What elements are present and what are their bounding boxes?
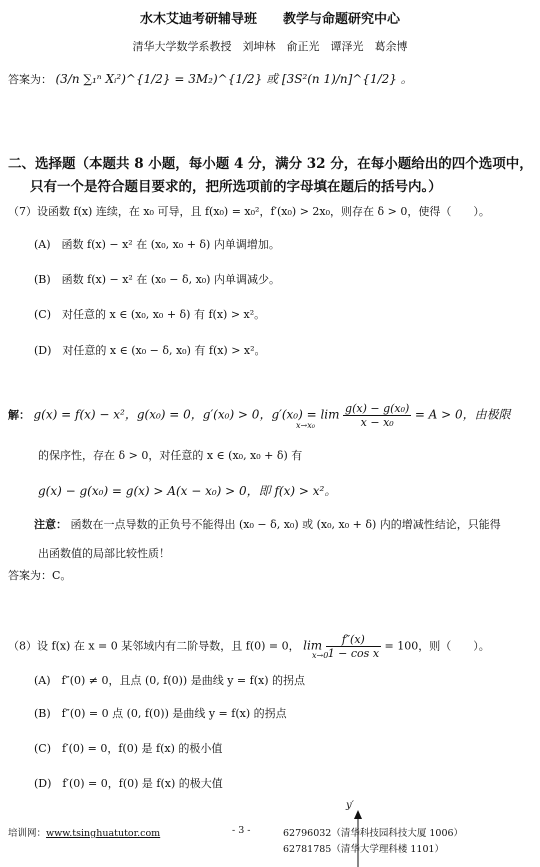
footer-site-link[interactable]: www.tsinghuatutor.com (46, 828, 161, 839)
answer-prefix: 答案为： (8, 73, 52, 86)
q8-option-d: (D) f′(0) = 0，f(0) 是 f(x) 的极大值 (34, 777, 223, 790)
solution7-lim-sub: x→x₀ (296, 421, 315, 430)
section-heading-line1: 二、选择题（本题共 8 小题，每小题 4 分，满分 32 分，在每小题给出的四个选项中， (8, 156, 533, 172)
section-heading-line2: 只有一个是符合题目要求的，把所选项前的字母填在题后的括号内。） (30, 179, 442, 195)
q8-lim: lim (303, 638, 323, 653)
solution7-eq: g(x) = f(x) − x²，g(x₀) = 0，g′(x₀) > 0，g′(x₀) = lim (33, 407, 340, 422)
q7-option-a: (A) 函数 f(x) − x² 在 (x₀, x₀ + δ) 内单调增加。 (34, 238, 280, 251)
note-line2: 出函数值的局部比较性质！ (38, 547, 170, 560)
solution7-line1 (8, 402, 511, 429)
header-title: 水木艾迪考研辅导班 教学与命题研究中心 (139, 12, 400, 27)
q7-stem: （7）设函数 f(x) 连续，在 x₀ 可导，且 f(x₀) = x₀²，f′(x₀) > 2x₀，则存在 δ > 0，使得（ ）。 (8, 205, 490, 218)
q8-stem (8, 633, 490, 660)
note-line1 (34, 516, 501, 532)
figure-axis-label: y′ (346, 800, 354, 811)
header-authors: 清华大学数学系教授 刘坤林 俞正光 谭泽光 葛余博 (132, 40, 408, 53)
note-label: 注意： (34, 518, 67, 531)
answer-top (8, 70, 413, 87)
q8-option-a: (A) f″(0) ≠ 0，且点 (0, f(0)) 是曲线 y = f(x) 的拐点 (34, 674, 305, 687)
q7-option-b: (B) 函数 f(x) − x² 在 (x₀ − δ, x₀) 内单调减少。 (34, 273, 280, 286)
q8-option-c: (C) f′(0) = 0，f(0) 是 f(x) 的极小值 (34, 742, 223, 755)
answer7: 答案为：C。 (8, 569, 72, 582)
solution-label: 解： (8, 408, 30, 422)
note-text: 函数在一点导数的正负号不能得出 (x₀ − δ, x₀) 或 (x₀, x₀ + δ) 内的增减性结论，只能得 (70, 518, 501, 531)
answer-formula: (3/n ∑₁ⁿ Xᵢ²)^{1/2} = 3M₂)^{1/2} 或 [3S²(n 1)/n]^{1/2} 。 (55, 72, 413, 86)
page-number: - 3 - (232, 825, 251, 836)
fraction-numerator: g(x) − g(x₀) (345, 402, 410, 415)
fraction-numerator: f″(x) (326, 633, 381, 647)
q8-stem-tail: = 100，则（ ）。 (384, 639, 490, 653)
q8-fraction (326, 633, 381, 660)
solution7-fraction (343, 402, 411, 429)
footer-site (8, 825, 160, 839)
footer-phone2: 62781785（清华大学理科楼 1101） (283, 844, 445, 855)
q8-lim-sub: x→0 (312, 651, 329, 660)
footer-site-label: 培训网： (8, 828, 47, 839)
solution7-line2: 的保序性，存在 δ > 0，对任意的 x ∈ (x₀, x₀ + δ) 有 (38, 449, 303, 462)
fraction-denominator: x − x₀ (360, 416, 394, 429)
q7-option-d: (D) 对任意的 x ∈ (x₀ − δ, x₀) 有 f(x) > x²。 (34, 344, 266, 357)
q8-stem-head: （8）设 f(x) 在 x = 0 某邻域内有二阶导数，且 f(0) = 0， (8, 639, 300, 653)
q7-option-c: (C) 对任意的 x ∈ (x₀, x₀ + δ) 有 f(x) > x²。 (34, 308, 266, 321)
footer-phone1: 62796032（清华科技园科技大厦 1006） (283, 828, 464, 839)
solution7-eq-tail: = A > 0，由极限 (414, 407, 511, 422)
solution7-line3: g(x) − g(x₀) = g(x) > A(x − x₀) > 0，即 f(x) > x²。 (38, 484, 337, 498)
q8-option-b: (B) f″(0) = 0 点 (0, f(0)) 是曲线 y = f(x) 的拐点 (34, 707, 287, 720)
fraction-denominator: 1 − cos x (327, 647, 380, 660)
